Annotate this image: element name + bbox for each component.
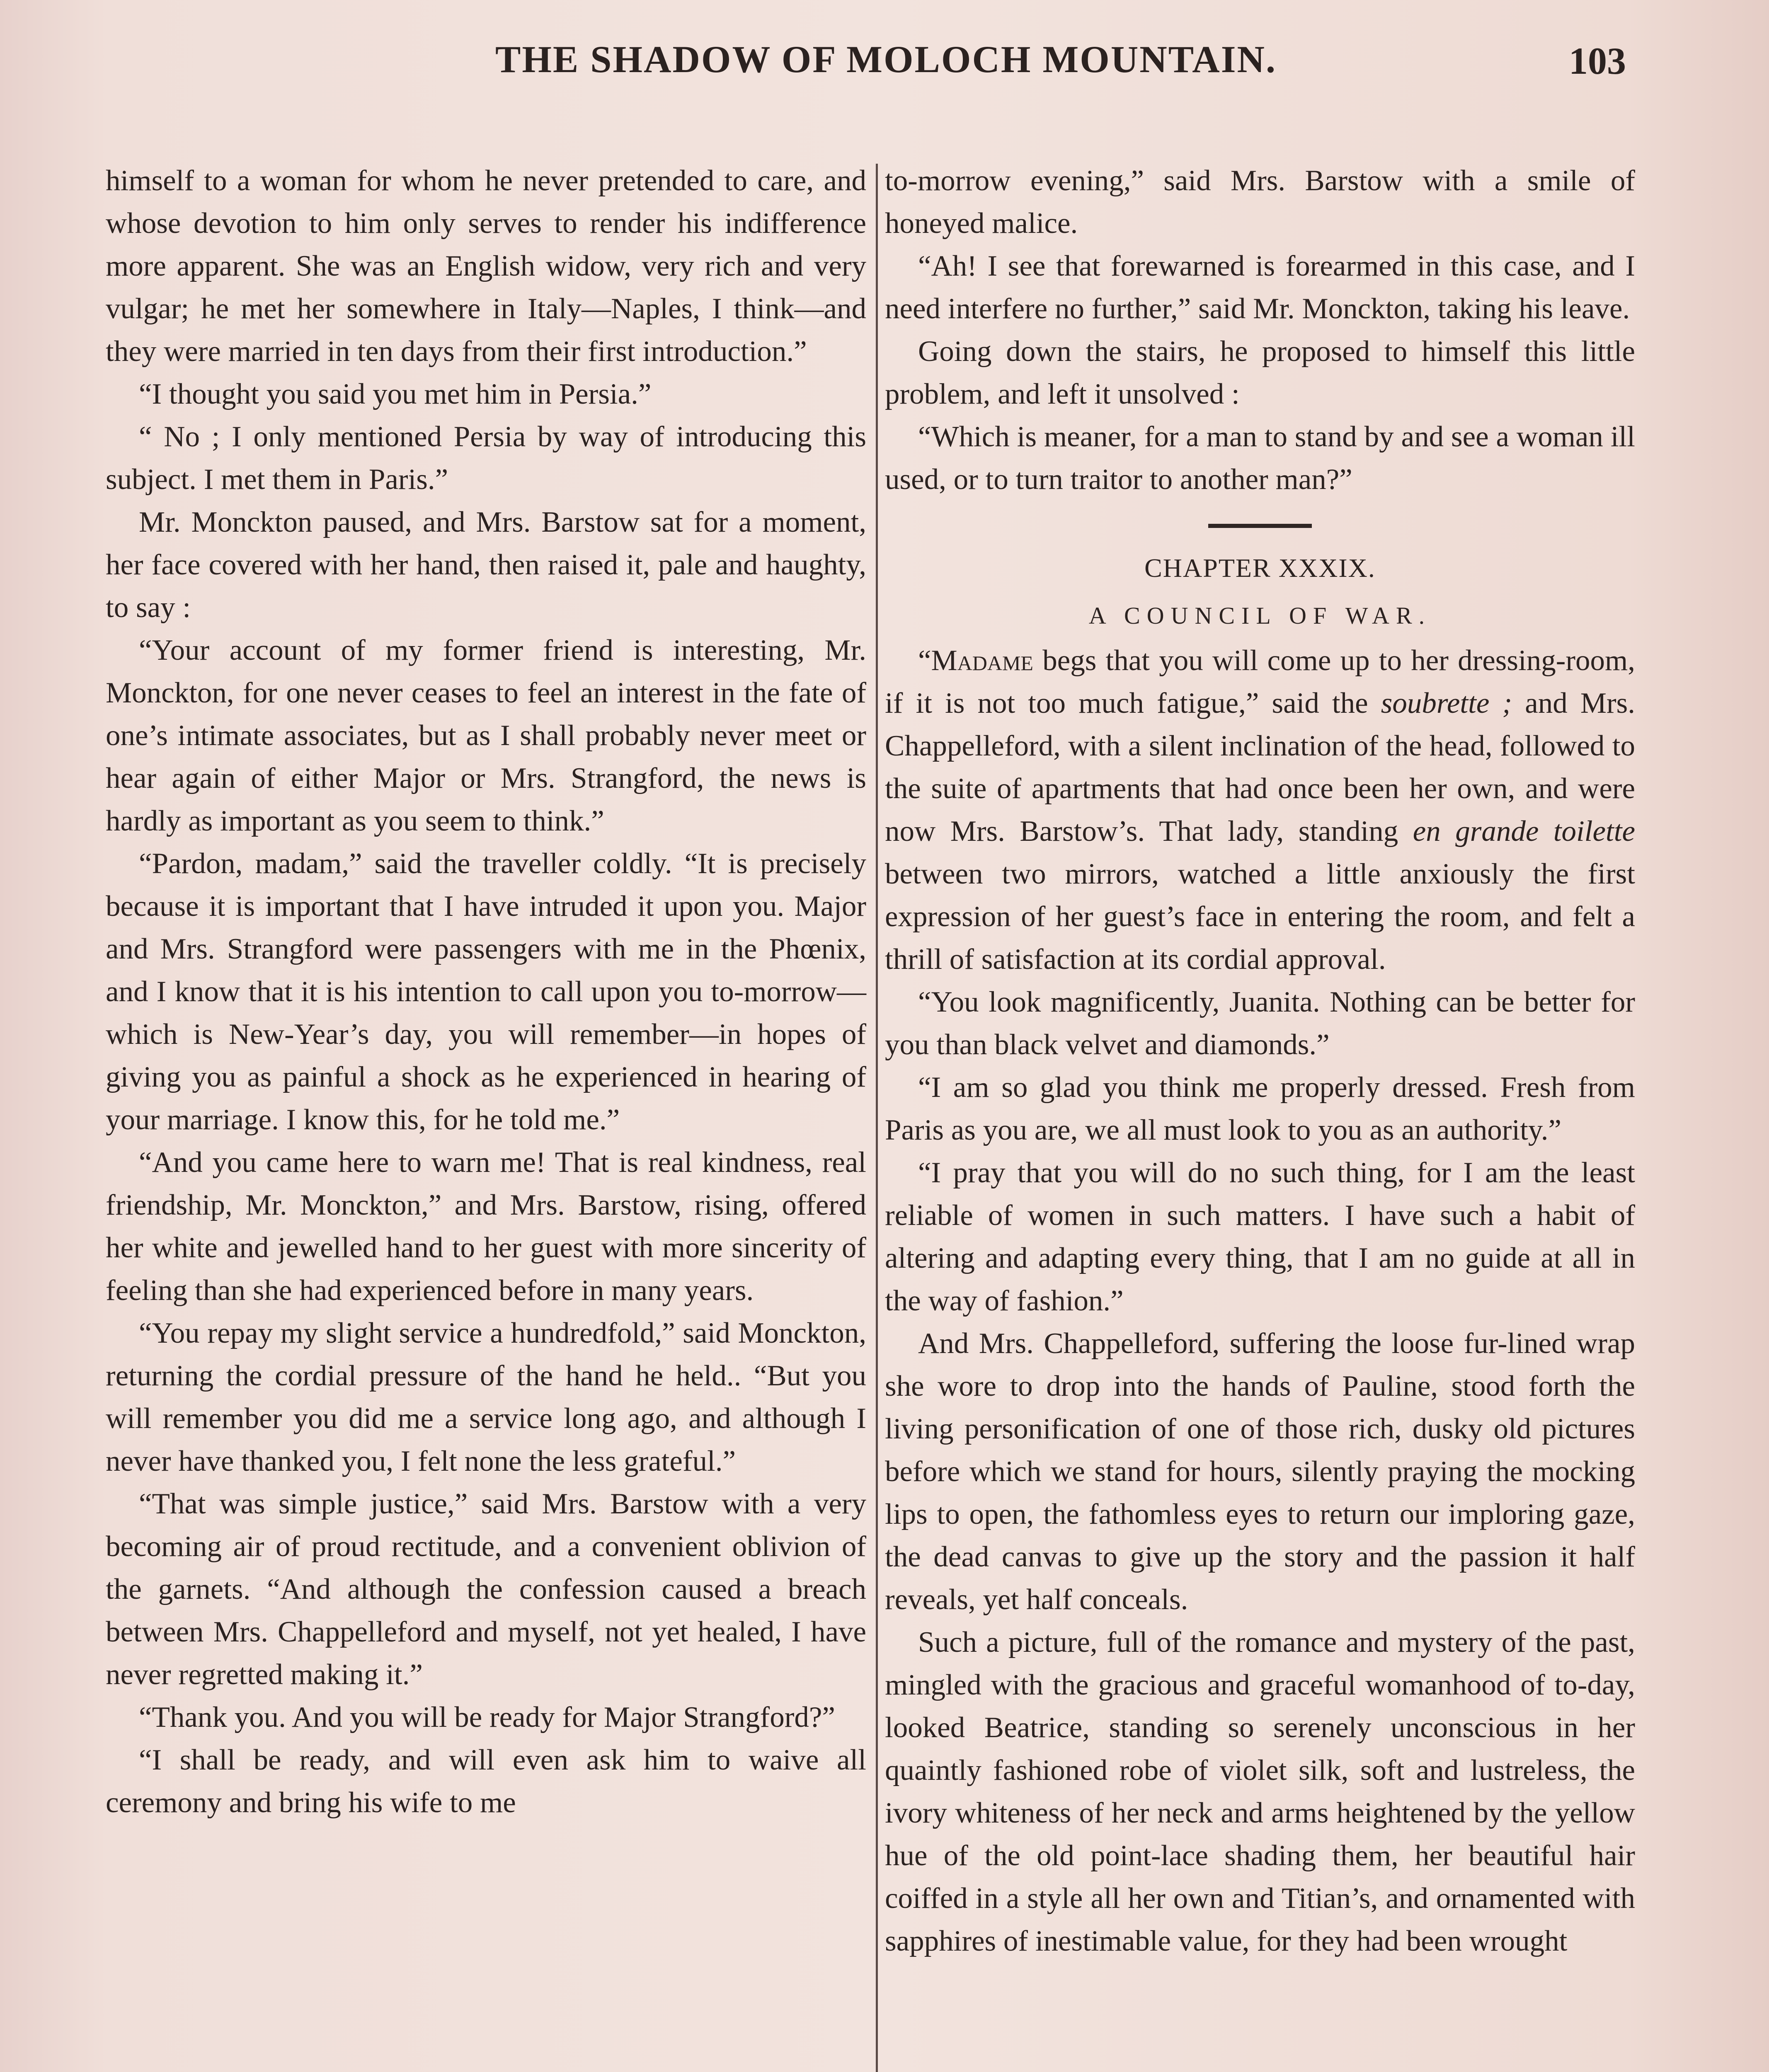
paragraph: “You look magnificently, Juanita. Nothing can be better for you than black velvet and diamonds.” xyxy=(885,986,1635,1061)
paragraph: “Thank you. And you will be ready for Major Strangford?” xyxy=(139,1701,835,1733)
paragraph: to-morrow evening,” said Mrs. Barstow with a smile of honeyed malice. xyxy=(885,165,1635,240)
opening-text-2: and Mrs. Chappelleford, with a silent inclination of the head, followed to the suite of apartments that had once been her own, and were now Mrs. Barstow’s. That lady, standing xyxy=(885,687,1636,847)
paragraph: “Ah! I see that forewarned is forearmed in this case, and I need interfere no further,” said Mr. Monckton, taking his leave. xyxy=(885,250,1635,325)
paragraph: “Pardon, madam,” said the traveller coldly. “It is precisely because it is important that I have intruded it upon you. Major and Mrs. Strangford were passengers with me in the Phœnix, and I know that it is his intention to call upon you to-morrow—which is New-Year’s day, you will remember—in hopes of giving you as painful a shock as he experienced in hearing of your marriage. I know this, for he told me.” xyxy=(106,847,866,1136)
paragraph: Going down the stairs, he proposed to himself this little problem, and left it unsolved : xyxy=(885,335,1635,410)
paragraph: “You repay my slight service a hundredfold,” said Monckton, returning the cordial pressure of the hand he held.. “But you will remember you did me a service long ago, and although I never have thanked you, I felt none the less grateful.” xyxy=(106,1317,866,1477)
chapter-title: A COUNCIL OF WAR. xyxy=(1088,602,1432,629)
paragraph: “I pray that you will do no such thing, for I am the least reliable of women in such matters. I have such a habit of altering and adapting every thing, that I am no guide at all in the way of fashion.” xyxy=(885,1157,1635,1317)
chapter-heading: CHAPTER XXXIX. xyxy=(1144,553,1376,583)
chapter-opening-paragraph xyxy=(885,639,1635,981)
opening-small-caps: Madame xyxy=(931,644,1033,677)
paragraph: “I thought you said you met him in Persia.” xyxy=(139,378,652,410)
page-header xyxy=(0,33,1769,91)
right-column xyxy=(885,160,1635,1963)
page-number: 103 xyxy=(1569,40,1626,82)
paragraph: Mr. Monckton paused, and Mrs. Barstow sat for a moment, her face covered with her hand, then raised it, pale and haughty, to say : xyxy=(106,506,866,624)
paragraph: “Which is meaner, for a man to stand by and see a woman ill used, or to turn traitor to another man?” xyxy=(885,421,1635,496)
opening-text-3: between two mirrors, watched a little anxiously the first expression of her guest’s face in entering the room, and felt a thrill of satisfaction at its cordial approval. xyxy=(885,858,1635,975)
paragraph: Such a picture, full of the romance and mystery of the past, mingled with the gracious and graceful womanhood of to-day, looked Beatrice, standing so serenely unconscious in her quaintly fashioned robe of violet silk, soft and lustreless, the ivory whiteness of her neck and arms heightened by the yellow hue of the old point-lace shading them, her beautiful hair coiffed in a style all her own and Titian’s, and ornamented with sapphires of inestimable value, for they had been wrought xyxy=(885,1626,1635,1957)
chapter-rule xyxy=(1208,524,1312,528)
paragraph: “That was simple justice,” said Mrs. Barstow with a very becoming air of proud rectitude, and a convenient oblivion of the garnets. “And although the confession caused a breach between Mrs. Chappelleford and myself, not yet healed, I have never regretted making it.” xyxy=(106,1488,866,1691)
paragraph: himself to a woman for whom he never pretended to care, and whose devotion to him only serves to render his indifference more apparent. She was an English widow, very rich and very vulgar; he met her somewhere in Italy—Naples, I think—and they were married in ten days from their first introduction.” xyxy=(106,165,866,368)
paragraph: “And you came here to warn me! That is real kindness, real friendship, Mr. Monckton,” and Mrs. Barstow, rising, offered her white and jewelled hand to her guest with more sincerity of feeling than she had experienced before in many years. xyxy=(106,1146,866,1307)
paragraph: And Mrs. Chappelleford, suffering the loose fur-lined wrap she wore to drop into the hands of Pauline, stood forth the living personification of one of those rich, dusky old pictures before which we stand for hours, silently praying the mocking lips to open, the fathomless eyes to return our imploring gaze, the dead canvas to give up the story and the passion it half reveals, yet half conceals. xyxy=(885,1327,1635,1616)
running-title: THE SHADOW OF MOLOCH MOUNTAIN. xyxy=(495,38,1277,80)
column-divider xyxy=(876,164,878,2072)
paragraph: “ No ; I only mentioned Persia by way of introducing this subject. I met them in Paris.” xyxy=(106,421,866,496)
left-column xyxy=(106,160,866,1824)
opening-italic: soubrette ; xyxy=(1381,687,1512,719)
paragraph: “Your account of my former friend is interesting, Mr. Monckton, for one never ceases to feel an interest in the fate of one’s intimate associates, but as I shall probably never meet or hear again of either Major or Mrs. Strangford, the news is hardly as important as you seem to think.” xyxy=(106,634,866,837)
opening-italic-2: en grande toilette xyxy=(1413,815,1635,847)
paragraph: “I shall be ready, and will even ask him to waive all ceremony and bring his wife to me xyxy=(106,1744,866,1819)
open-quote: “ xyxy=(918,644,931,677)
opening-text: begs that you will come up to her dressing-room, if it is not too much fatigue,” said the xyxy=(885,644,1635,719)
paragraph: “I am so glad you think me properly dressed. Fresh from Paris as you are, we all must look to you as an authority.” xyxy=(885,1071,1635,1146)
